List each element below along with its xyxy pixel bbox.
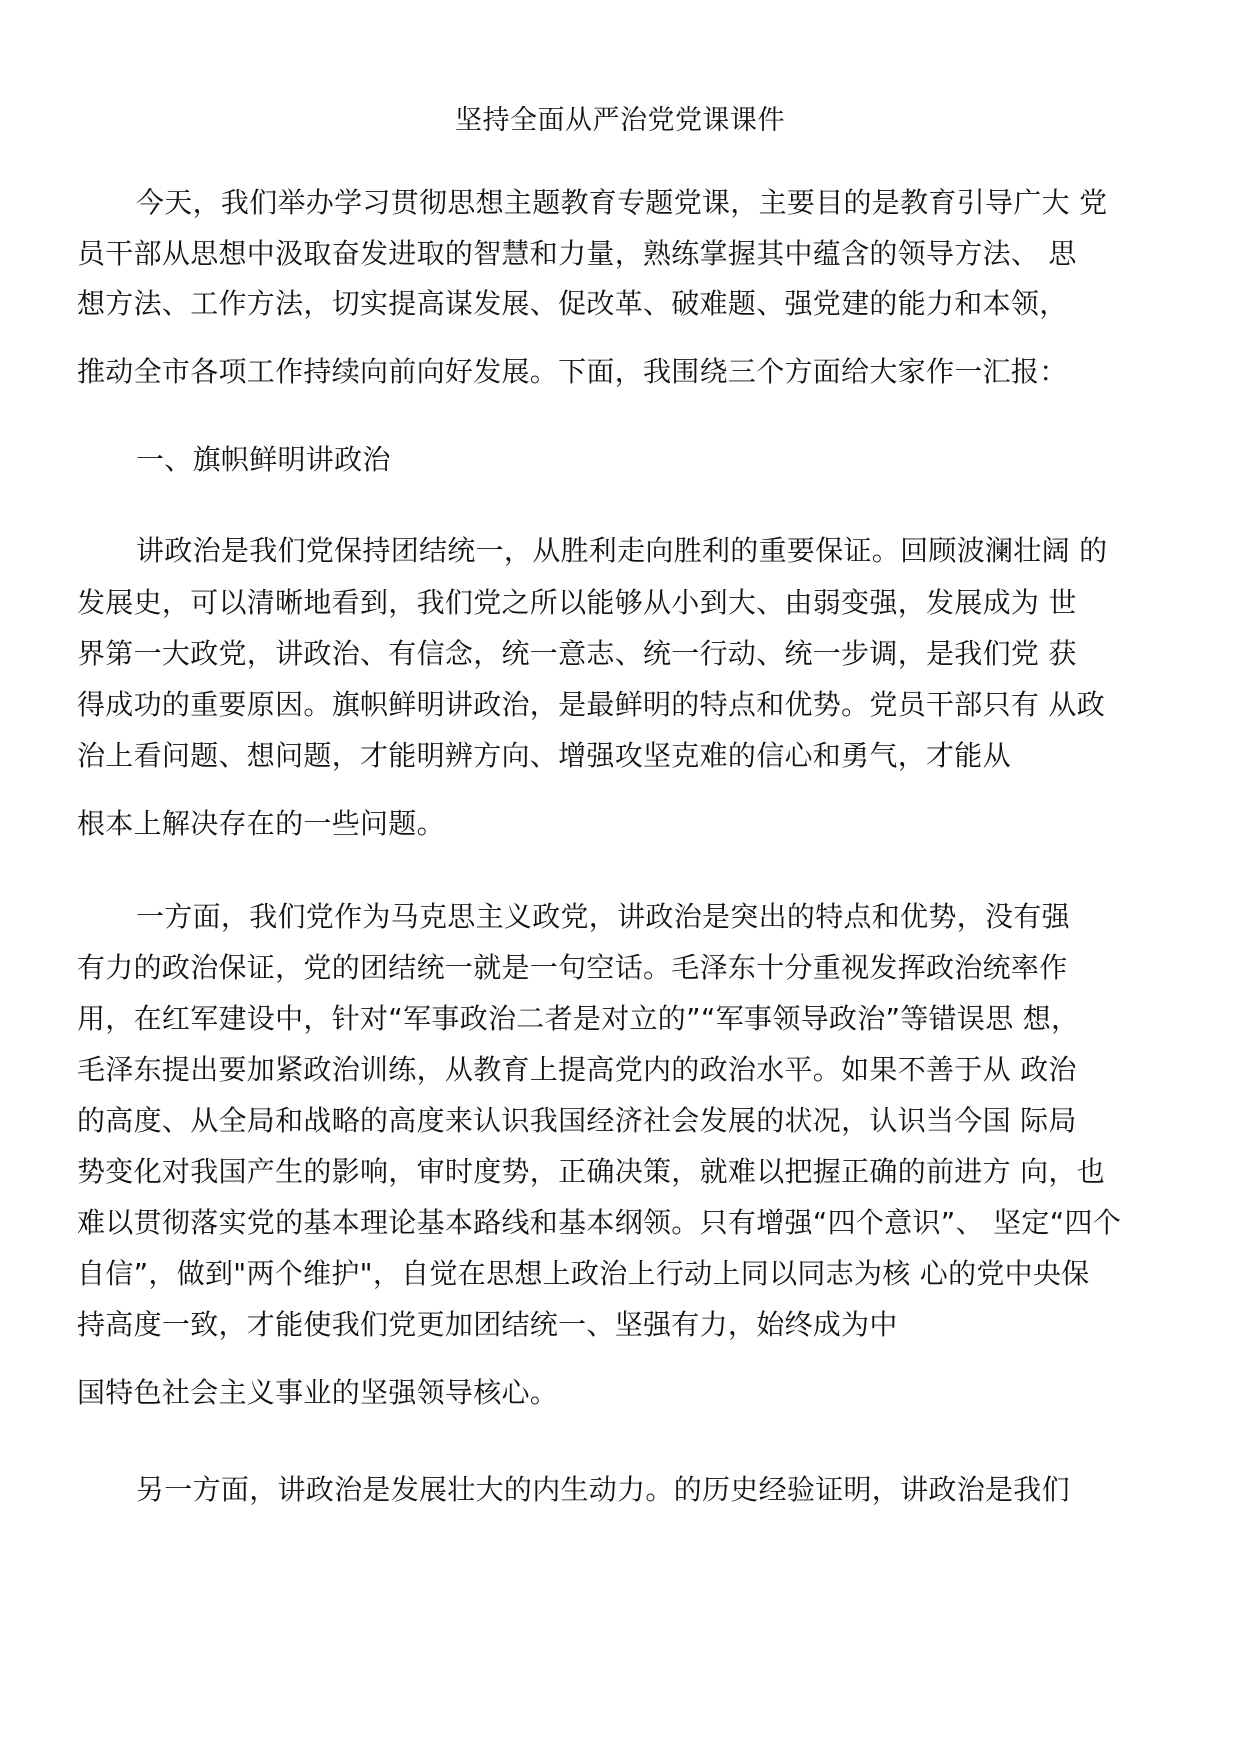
- paragraph-line: 一方面，我们党作为马克思主义政党，讲政治是突出的特点和优势，没有强: [136, 900, 1070, 933]
- paragraph-line: 用，在红军建设中，针对“军事政治二者是对立的”“军事领导政治”等错误思 想，: [77, 1002, 1080, 1035]
- paragraph-line: 持高度一致，才能使我们党更加团结统一、坚强有力，始终成为中: [77, 1308, 898, 1341]
- paragraph-line: 有力的政治保证，党的团结统一就是一句空话。毛泽东十分重视发挥政治统率作: [77, 951, 1068, 984]
- paragraph-line: 推动全市各项工作持续向前向好发展。下面，我围绕三个方面给大家作一汇报：: [77, 355, 1068, 388]
- paragraph-line: 今天，我们举办学习贯彻思想主题教育专题党课，主要目的是教育引导广大 党: [136, 186, 1108, 219]
- paragraph-line: 根本上解决存在的一些问题。: [77, 807, 445, 840]
- paragraph-line: 发展史，可以清晰地看到，我们党之所以能够从小到大、由弱变强，发展成为 世: [77, 586, 1077, 619]
- document-title: 坚持全面从严治党党课课件: [455, 105, 785, 136]
- paragraph-line: 讲政治是我们党保持团结统一，从胜利走向胜利的重要保证。回顾波澜壮阔 的: [136, 534, 1108, 567]
- paragraph-line: 自信”，做到"两个维护"，自觉在思想上政治上行动上同以同志为核 心的党中央保: [77, 1257, 1090, 1290]
- paragraph-line: 界第一大政党，讲政治、有信念，统一意志、统一行动、统一步调，是我们党 获: [77, 637, 1077, 670]
- paragraph-line: 治上看问题、想问题，才能明辨方向、增强攻坚克难的信心和勇气，才能从: [77, 739, 1011, 772]
- paragraph-line: 难以贯彻落实党的基本理论基本路线和基本纲领。只有增强“四个意识”、 坚定“四个: [77, 1206, 1122, 1239]
- paragraph-line: 员干部从思想中汲取奋发进取的智慧和力量，熟练掌握其中蕴含的领导方法、 思: [77, 237, 1077, 270]
- paragraph-line: 得成功的重要原因。旗帜鲜明讲政治，是最鲜明的特点和优势。党员干部只有 从政: [77, 688, 1106, 721]
- paragraph-line: 的高度、从全局和战略的高度来认识我国经济社会发展的状况，认识当今国 际局: [77, 1104, 1077, 1137]
- paragraph-line: 势变化对我国产生的影响，审时度势，正确决策，就难以把握正确的前进方 向，也: [77, 1155, 1106, 1188]
- section-heading: 一、旗帜鲜明讲政治: [136, 443, 391, 476]
- paragraph-line: 国特色社会主义事业的坚强领导核心。: [77, 1376, 559, 1409]
- paragraph-line: 毛泽东提出要加紧政治训练，从教育上提高党内的政治水平。如果不善于从 政治: [77, 1053, 1077, 1086]
- paragraph-line: 想方法、工作方法，切实提高谋发展、促改革、破难题、强党建的能力和本领，: [77, 287, 1068, 320]
- paragraph-line: 另一方面，讲政治是发展壮大的内生动力。的历史经验证明，讲政治是我们: [136, 1473, 1070, 1506]
